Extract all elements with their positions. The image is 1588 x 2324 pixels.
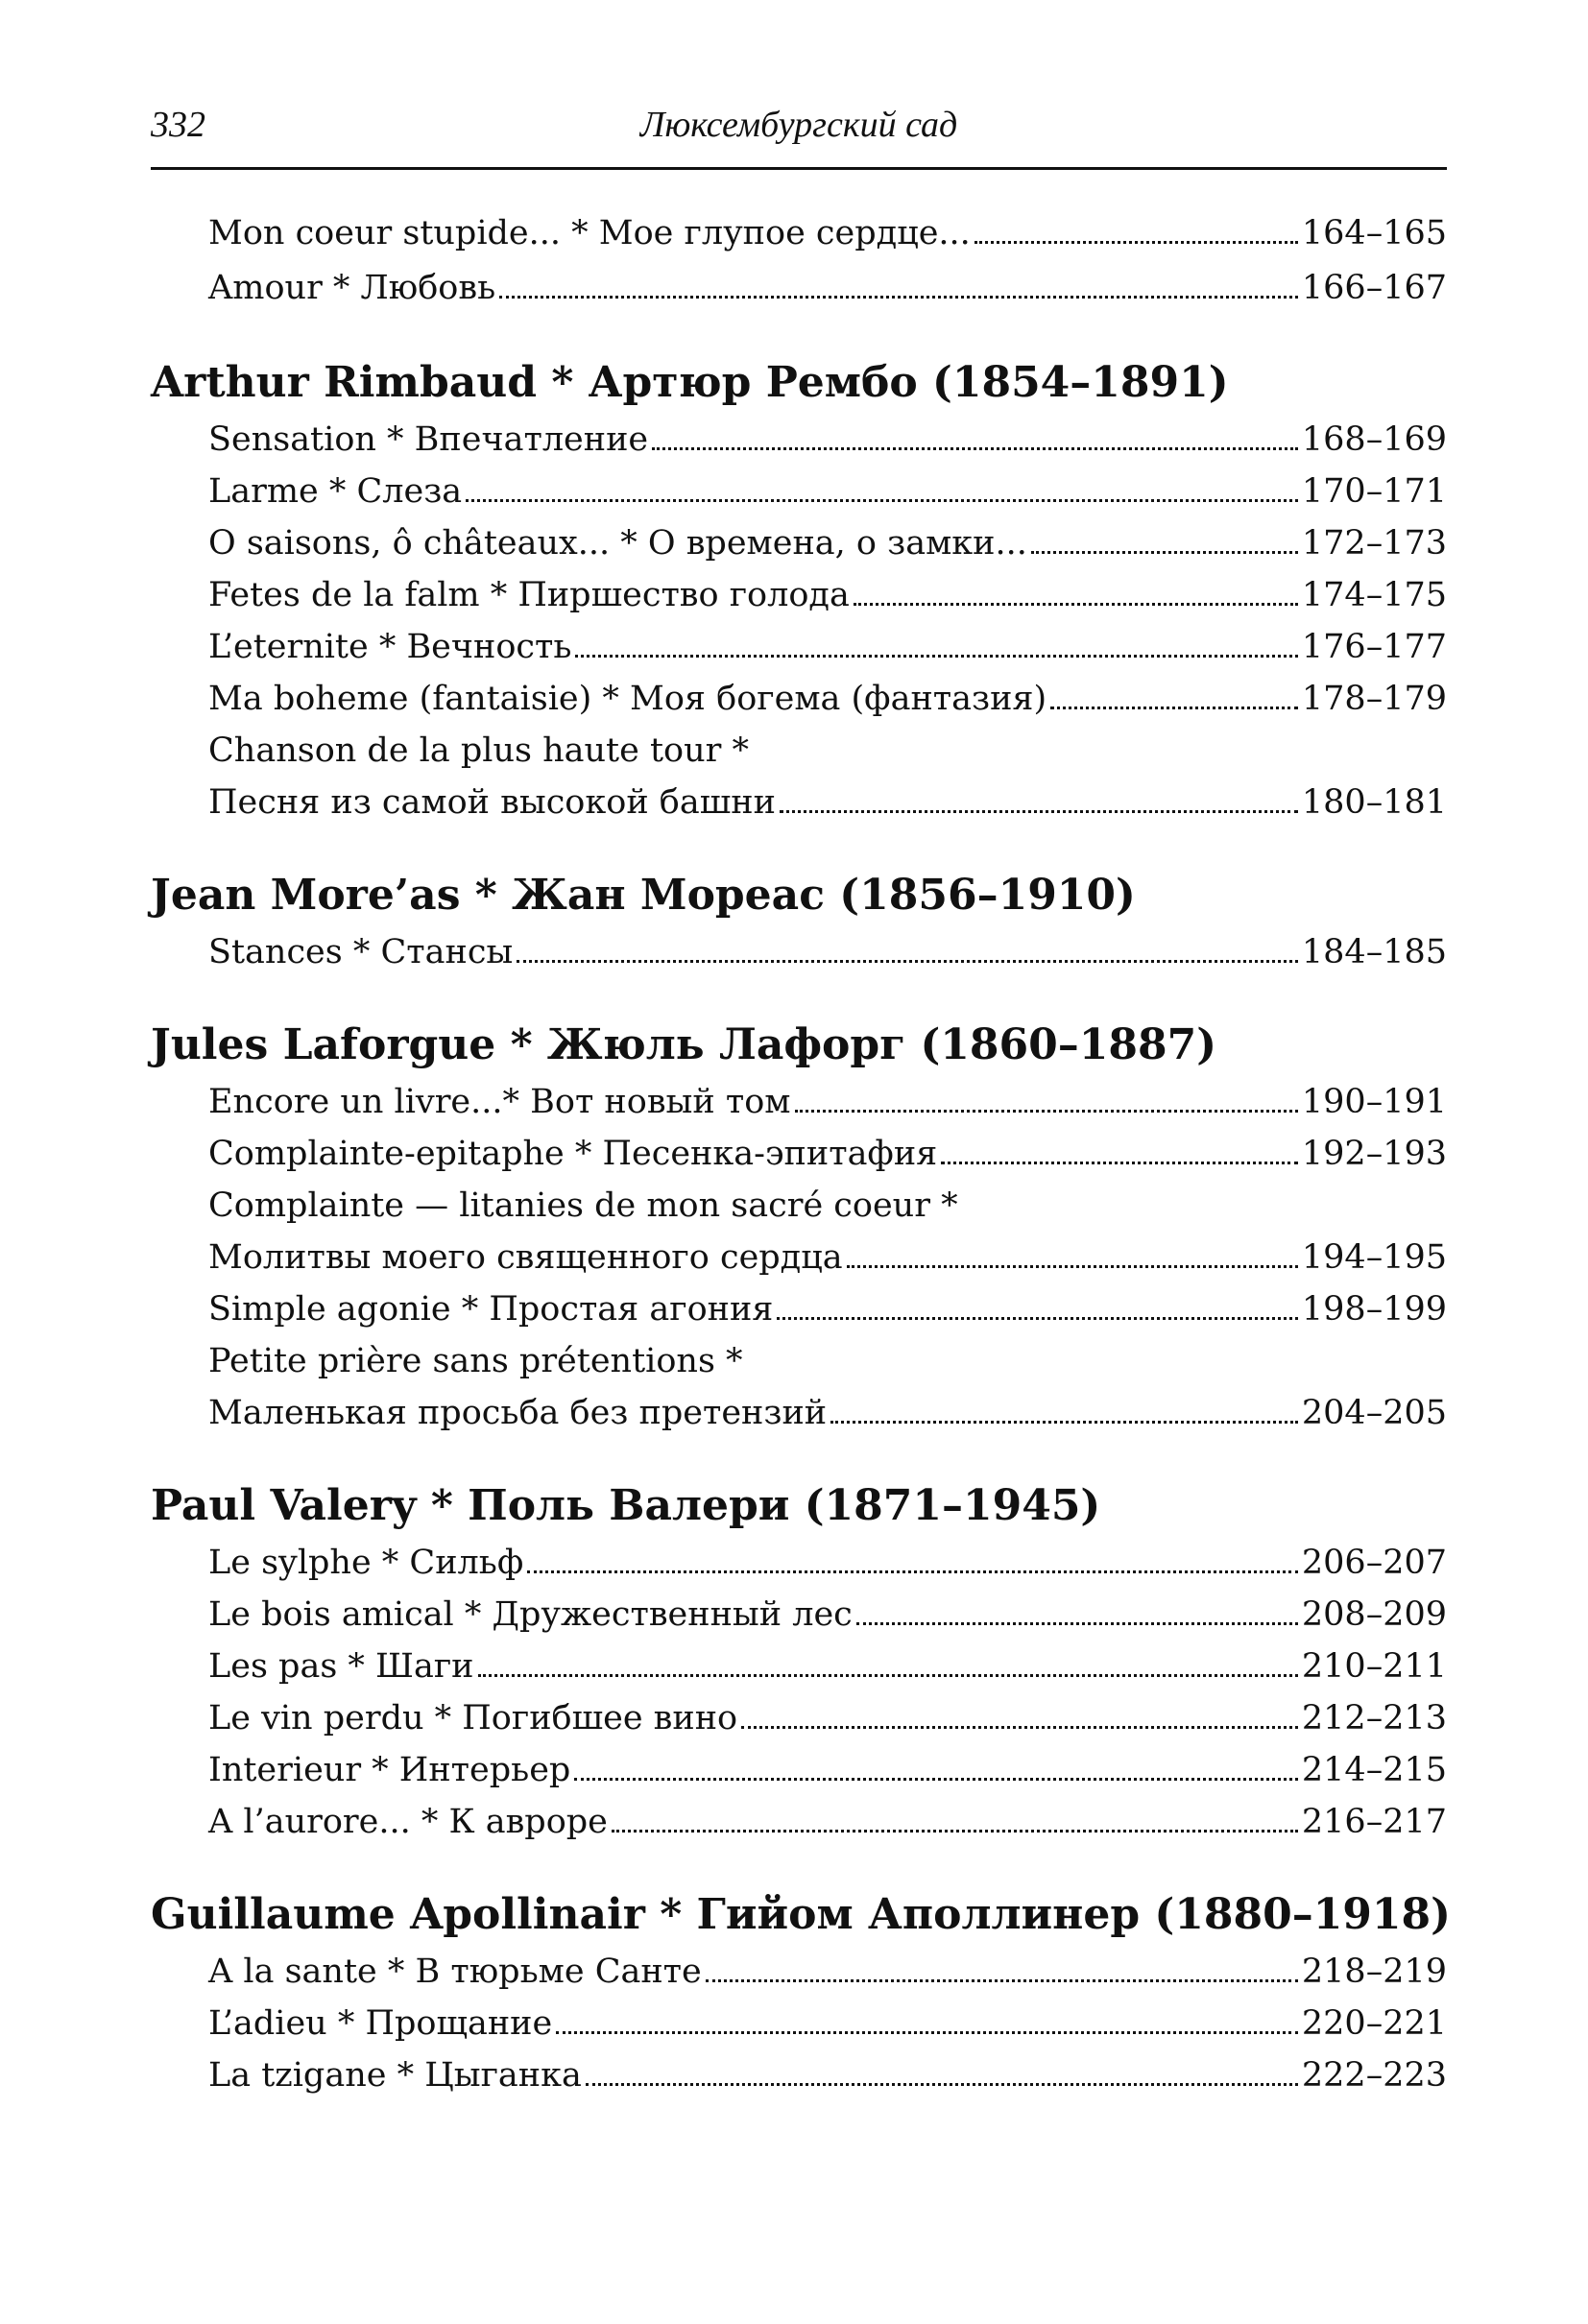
dot-leader: [830, 1421, 1298, 1424]
entry-pages: 218–219: [1301, 1953, 1447, 1991]
dot-leader: [1031, 551, 1298, 554]
entry-title: Песня из самой высокой башни: [208, 783, 776, 822]
dot-leader: [741, 1726, 1298, 1729]
dot-leader: [612, 1830, 1298, 1833]
dot-leader: [854, 603, 1298, 606]
entry-title: Les pas * Шаги: [208, 1647, 474, 1686]
dot-leader: [527, 1570, 1298, 1573]
toc-entry: [151, 569, 1447, 621]
section-gap: [151, 978, 1447, 1015]
dot-leader: [847, 1265, 1298, 1268]
dot-leader: [777, 1317, 1298, 1320]
toc-entry: [151, 777, 1447, 828]
entry-title: Le vin perdu * Погибшее вино: [208, 1699, 738, 1737]
section-gap: [151, 1439, 1447, 1475]
toc-entry-first-line: [151, 1180, 1447, 1232]
entry-pages: 166–167: [1301, 269, 1447, 307]
entry-pages: 168–169: [1301, 420, 1447, 459]
dot-leader: [556, 2031, 1298, 2034]
dot-leader: [974, 241, 1298, 244]
entry-pages: 198–199: [1301, 1290, 1447, 1329]
entry-pages: 176–177: [1301, 628, 1447, 666]
entry-pages: 172–173: [1301, 524, 1447, 563]
running-header: [151, 100, 1447, 170]
dot-leader: [478, 1674, 1298, 1677]
toc-entry: [151, 2049, 1447, 2101]
entry-pages: 216–217: [1301, 1803, 1447, 1841]
entry-pages: 222–223: [1301, 2056, 1447, 2095]
entry-title: Petite prière sans prétentions *: [208, 1342, 743, 1380]
entry-title: La tzigane * Цыганка: [208, 2056, 582, 2095]
toc-entry: [151, 1076, 1447, 1128]
dot-leader: [856, 1622, 1298, 1625]
entry-pages: 174–175: [1301, 576, 1447, 614]
toc-entry: [151, 206, 1447, 261]
entry-pages: 220–221: [1301, 2004, 1447, 2043]
entry-title: Маленькая просьба без претензий: [208, 1394, 828, 1432]
entry-pages: 192–193: [1301, 1135, 1447, 1173]
entry-pages: 178–179: [1301, 680, 1447, 718]
author-heading: Arthur Rimbaud * Артюр Рембо (1854–1891): [151, 358, 1229, 407]
entry-pages: 204–205: [1301, 1394, 1447, 1432]
entry-title: A l’aurore... * К авроре: [208, 1803, 608, 1841]
entry-pages: 212–213: [1301, 1699, 1447, 1737]
dot-leader: [574, 1778, 1298, 1781]
entry-pages: 210–211: [1301, 1647, 1447, 1686]
toc-entry: [151, 1796, 1447, 1848]
section-gap: [151, 828, 1447, 865]
toc-entry: [151, 517, 1447, 569]
toc-entry: [151, 466, 1447, 517]
entry-title: Larme * Слеза: [208, 472, 463, 511]
entry-pages: 180–181: [1301, 783, 1447, 822]
entry-pages: 214–215: [1301, 1751, 1447, 1789]
toc-entry: [151, 1128, 1447, 1180]
entry-title: Simple agonie * Простая агония: [208, 1290, 774, 1329]
entry-title: Chanson de la plus haute tour *: [208, 731, 749, 770]
dot-leader: [1050, 707, 1298, 709]
toc-entry: [151, 261, 1447, 316]
entry-pages: 190–191: [1301, 1083, 1447, 1121]
running-title: Люксембургский сад: [639, 105, 958, 145]
entry-title: Mon coeur stupide... * Мое глупое сердце...: [208, 214, 971, 252]
toc-entry: [151, 1998, 1447, 2049]
toc-entry: [151, 1387, 1447, 1439]
toc-entry: [151, 926, 1447, 978]
entry-title: L’adieu * Прощание: [208, 2004, 553, 2043]
dot-leader: [780, 810, 1298, 813]
toc-entry: [151, 1589, 1447, 1641]
page-number: 332: [151, 105, 205, 145]
toc-entry: [151, 673, 1447, 725]
toc-entry-first-line: [151, 725, 1447, 777]
dot-leader: [652, 447, 1298, 450]
toc-entry: [151, 414, 1447, 466]
dot-leader: [575, 655, 1297, 658]
entry-title: Complainte-epitaphe * Песенка-эпитафия: [208, 1135, 938, 1173]
section-gap: [151, 316, 1447, 352]
dot-leader: [706, 1979, 1298, 1982]
toc-entry: [151, 1537, 1447, 1589]
entry-pages: 184–185: [1301, 933, 1447, 971]
entry-title: Fetes de la falm * Пиршество голода: [208, 576, 850, 614]
toc-entry: [151, 1744, 1447, 1796]
table-of-contents: [151, 206, 1451, 2101]
dot-leader: [586, 2083, 1298, 2086]
author-heading: Jean More’as * Жан Мореас (1856–1910): [151, 871, 1136, 920]
entry-title: Amour * Любовь: [208, 269, 496, 307]
dot-leader: [499, 296, 1298, 299]
dot-leader: [941, 1162, 1298, 1164]
toc-entry: [151, 621, 1447, 673]
entry-title: A la sante * В тюрьме Санте: [208, 1953, 702, 1991]
toc-entry: [151, 1283, 1447, 1335]
entry-title: Complainte — litanies de mon sacré coeur *: [208, 1186, 958, 1225]
toc-entry: [151, 1641, 1447, 1692]
dot-leader: [795, 1110, 1298, 1113]
entry-title: Le bois amical * Дружественный лес: [208, 1595, 853, 1634]
toc-entry: [151, 1946, 1447, 1998]
entry-title: O saisons, ô châteaux... * О времена, о замки...: [208, 524, 1027, 563]
dot-leader: [517, 960, 1298, 963]
author-heading: Paul Valery * Поль Валери (1871–1945): [151, 1481, 1101, 1530]
entry-title: L’eternite * Вечность: [208, 628, 572, 666]
entry-pages: 206–207: [1301, 1544, 1447, 1582]
author-heading: Jules Laforgue * Жюль Лафорг (1860–1887): [151, 1020, 1217, 1069]
author-heading: Guillaume Apollinair * Гийом Аполлинер (1880–1918): [151, 1890, 1451, 1939]
entry-pages: 164–165: [1301, 214, 1447, 252]
entry-title: Le sylphe * Сильф: [208, 1544, 524, 1582]
entry-title: Sensation * Впечатление: [208, 420, 649, 459]
entry-title: Interieur * Интерьер: [208, 1751, 571, 1789]
entry-pages: 208–209: [1301, 1595, 1447, 1634]
entry-title: Молитвы моего священного сердца: [208, 1238, 843, 1277]
entry-pages: 170–171: [1301, 472, 1447, 511]
toc-entry: [151, 1232, 1447, 1283]
section-gap: [151, 1848, 1447, 1884]
entry-title: Ma boheme (fantaisie) * Моя богема (фантазия): [208, 680, 1047, 718]
entry-title: Encore un livre...* Вот новый том: [208, 1083, 791, 1121]
dot-leader: [466, 499, 1298, 502]
entry-pages: 194–195: [1301, 1238, 1447, 1277]
entry-title: Stances * Стансы: [208, 933, 514, 971]
toc-entry: [151, 1692, 1447, 1744]
toc-entry-first-line: [151, 1335, 1447, 1387]
